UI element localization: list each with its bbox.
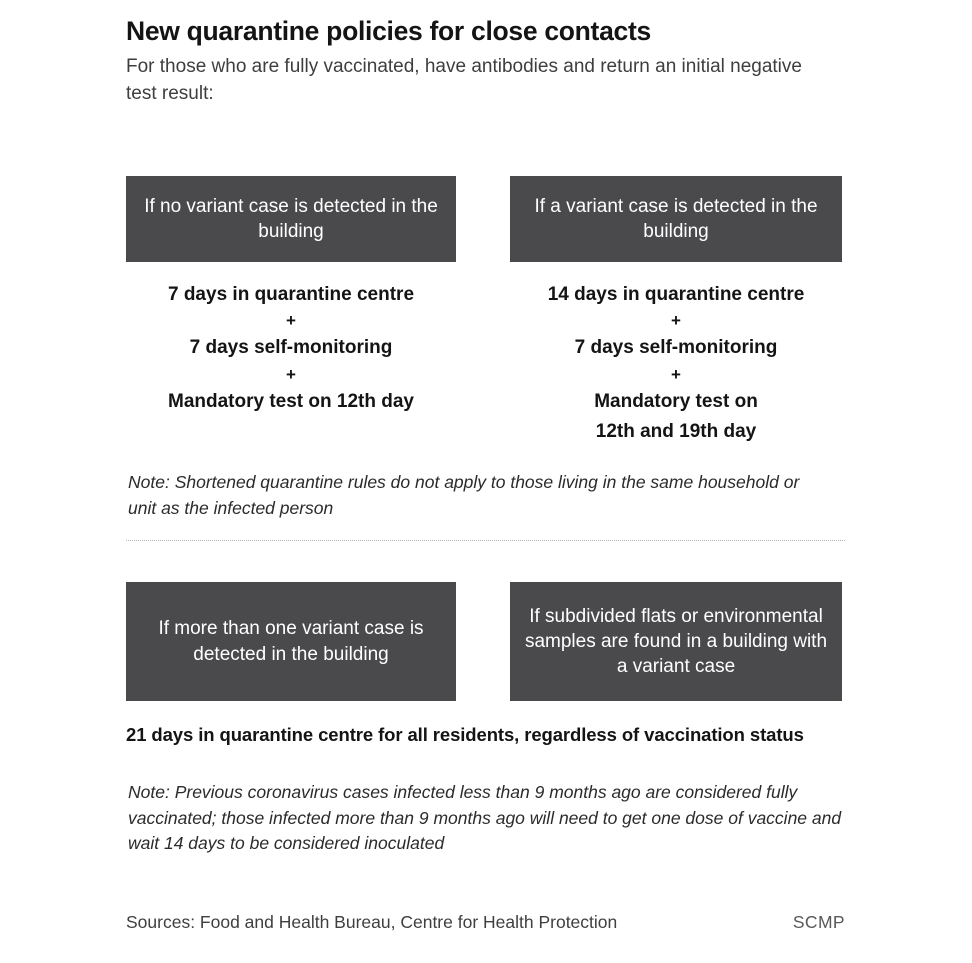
header: [126, 16, 842, 108]
requirement-plus: +: [286, 311, 296, 331]
scenario-box-variant-label: If a variant case is detected in the building: [534, 195, 818, 242]
requirements-no-variant: [126, 280, 456, 417]
requirement-line: 7 days in quarantine centre: [167, 284, 415, 305]
scenario-box-multiple-variant-label: If more than one variant case is detected in the building: [158, 618, 424, 665]
page-subtitle: For those who are fully vaccinated, have antibodies and return an initial negative test result:: [126, 55, 802, 104]
scenario-box-no-variant-label: If no variant case is detected in the building: [144, 195, 438, 242]
scenario-box-subdivided-flats-label: If subdivided flats or environmental samples are found in a building with a variant case: [524, 605, 828, 678]
requirement-plus: +: [286, 364, 296, 384]
requirements-variant: [510, 280, 842, 447]
page-title: New quarantine policies for close contacts: [126, 16, 651, 46]
requirement-line: 14 days in quarantine centre: [547, 284, 805, 305]
scenario-box-variant: [510, 176, 842, 262]
note-previous-cases: Note: Previous coronavirus cases infected less than 9 months ago are considered fully vaccinated; those infected more than 9 months ago will need to get one dose of vaccine and wait 14 days to be considered inoculated: [128, 782, 842, 854]
scenario-box-multiple-variant: [126, 582, 456, 701]
scmp-logo: SCMP: [792, 912, 845, 932]
requirement-line: Mandatory test on: [594, 390, 758, 412]
footer: [126, 912, 845, 933]
summary-21-days: 21 days in quarantine centre for all residents, regardless of vaccination status: [126, 724, 804, 745]
requirement-line: Mandatory test on 12th day: [168, 390, 414, 412]
footer-sources: Sources: Food and Health Bureau, Centre for Health Protection: [126, 912, 618, 932]
section-divider: [126, 540, 845, 542]
requirement-line: 7 days self-monitoring: [189, 337, 393, 359]
note-household-exception: Note: Shortened quarantine rules do not apply to those living in the same household or unit as the infected person: [128, 472, 800, 518]
requirement-line: 12th and 19th day: [595, 421, 757, 443]
requirement-line: 7 days self-monitoring: [574, 337, 778, 359]
requirement-plus: +: [671, 311, 681, 331]
scenario-box-no-variant: [126, 176, 456, 262]
scenario-box-subdivided-flats: [510, 582, 842, 701]
requirement-plus: +: [671, 364, 681, 384]
